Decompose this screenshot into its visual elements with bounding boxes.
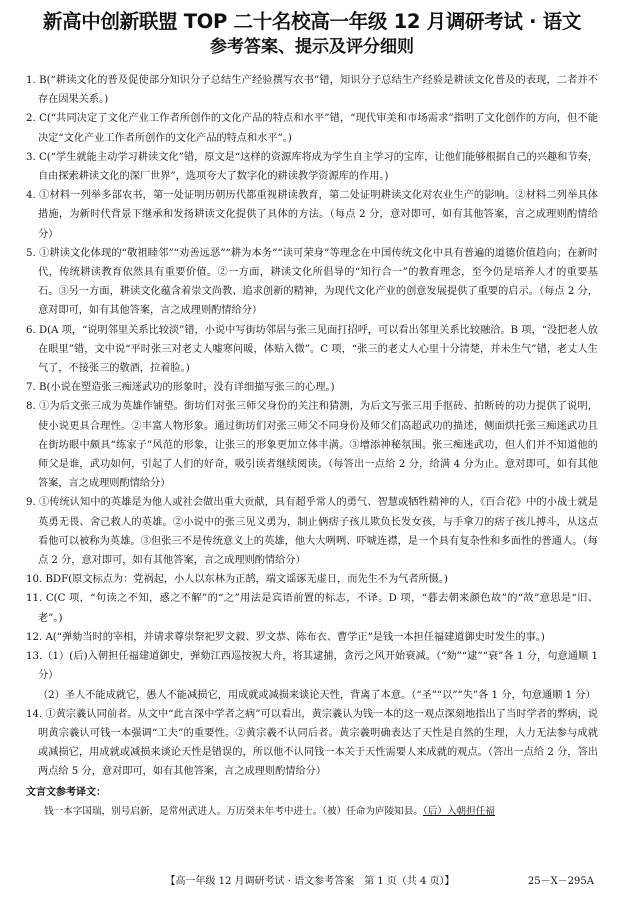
answer-item-5: 5. ①耕读文化体现的“敬祖睦邻”“劝善远恶”“耕为本务”“读可荣身”等理念在中国传统文化中具有普遍的道德价值趋向；在新时代，传统耕读教育依然具有重要价值。②一方面，耕读文化所倡导的“知行合一”的教育理念，至今仍是培养人才的重要基石。③另一方面，耕读文化蕴含着崇文尚教、追求创新的精神，为现代文化产业的创意发展提供了重要的启示。（每点 2 分，意对即可，如有其他答案，言之成理则酌情给分） — [26, 247, 598, 317]
answer-item-2: 2. C(“共同决定了文化产业工作者所创作的文化产品的特点和水平”错，“现代审美和市场需求”指明了文化创作的方向，但不能决定“文化产业工作者所创作的文化产品的特点和水平”。) — [26, 113, 598, 144]
answer-list — [26, 71, 598, 782]
answer-item-6: 6. D(A 项，“说明邻里关系比较淡”错，小说中写街坊邻居与张三见面打招呼，可以看出邻里关系比较融洽。B 项，“没把老人放在眼里”错，文中说“平时张三对老丈人嘘寒问暖，体贴入微”。C 项，“张三的老丈人心里十分清楚，并未生气”错，老丈人生气了，不接张三的敬酒，拉着脸。) — [26, 324, 598, 375]
answer-item-8: 8. ①为后文张三成为英雄作铺垫。街坊们对张三师父身份的关注和猜测，为后文写张三用手抠砖、拍断砖的功力提供了说明，使小说更具合理性。②丰富人物形象。通过街坊们对张三师父不同身份及师父们高超武功的描述，侧面烘托张三痴迷武功且在街坊眼中颇具“练家子”风范的形象，让张三的形象更加立体丰满。③增添神秘氛围。张三痴迷武功，但人们并不知道他的师父是谁，武功如何，引起了人们的好奇，吸引读者继续阅读。（每答出一点给 2 分，给满 4 分为止。意对即可，如有其他答案，言之成理则酌情给分） — [26, 401, 598, 490]
answer-item-10: 10. BDF(原文标点为：党祸起，小人以东林为正鹄，端文谣诼无虚日，而先生不为气者所慑。) — [26, 574, 448, 586]
answer-item-4: 4. ①材料一列举多部农书，第一处证明历朝历代都重视耕读教育，第二处证明耕读文化对农业生产的影响。②材料二列举具体措施，为新时代背景下继承和发扬耕读文化提供了具体的方法。（每点 2 分，意对即可，如有其他答案，言之成理则酌情给分） — [26, 190, 598, 240]
answer-item-1: 1. B(“耕读文化的普及促使部分知识分子总结生产经验撰写农书”错，知识分子总结生产经验是耕读文化普及的表现，二者并不存在因果关系。) — [26, 75, 598, 106]
answer-item-7: 7. B(小说在塑造张三痴迷武功的形象时，没有详细描写张三的心理。) — [26, 382, 335, 394]
answer-item-11: 11. C(C 项，“句读之不知，惑之不解”的“之”用法是宾语前置的标志，不译。D 项，“暮去朝来颜色故”的“故”意思是“旧、老”。) — [26, 593, 598, 624]
answer-item-13-1: 13.（1）(后)入朝担任福建道御史，弹劾江西巡按祝大舟，将其逮捕，贪污之风开始衰减。（“劾”“逮”“衰”各 1 分，句意通顺 1 分） — [26, 651, 598, 682]
page-title: 新高中创新联盟 TOP 二十名校高一年级 12 月调研考试 · 语文 — [42, 10, 582, 33]
translation-underlined: （后）入朝担任福 — [422, 805, 495, 817]
answer-item-13-2: （2）圣人不能成就它，愚人不能减损它，用成就或减损来谈论天性，背离了本意。（“圣”“以”“失”各 1 分，句意通顺 1 分） — [38, 689, 596, 701]
footer-code: 25－X－295A — [527, 876, 594, 887]
page-subtitle: 参考答案、提示及评分细则 — [210, 37, 414, 57]
answer-item-14: 14. ①黄宗羲认同前者。从文中“此言深中学者之病”可以看出，黄宗羲认为钱一本的这一观点深刻地指出了当时学者的弊病，说明黄宗羲认可钱一本强调“工夫”的重要性。②黄宗羲不认同后者。黄宗羲明确表达了天性是自然的生理，人力无法参与成就或减损它，用成就或减损来谈论天性是错误的，所以他不认同钱一本关于天性需要人来成就的观点。（答出一点给 2 分，答出两点给 5 分，意对即可，如有其他答案，言之成理则酌情给分） — [26, 708, 598, 778]
answer-item-3: 3. C(“学生就能主动学习耕读文化”错，原文是“这样的资源库将成为学生自主学习的宝库，让他们能够根据自己的兴趣和节奏，自由探索耕读文化的深厂世界”，选项夸大了数字化的耕读教学资源库的作用。) — [26, 151, 598, 183]
answer-item-9: 9. ①传统认知中的英雄是为他人或社会做出重大贡献，具有超乎常人的勇气、智慧或牺牲精神的人，《百合花》中的小战士就是英勇无畏、舍己救人的英雄。②小说中的张三见义勇为，制止俩痞子孩儿欺负长发女孩，与手拿刀的痞子孩儿搏斗，从这点看他可以被称为英雄。③但张三不是传统意义上的英雄，他大大咧咧、吓唬连襟，是一个具有复杂性和多面性的普通人。（每点 2 分，意对即可，如有其他答案，言之成理则酌情给分） — [26, 497, 598, 567]
answer-item-12: 12. A(“弹劾当时的宰相，并请求尊崇祭祀罗文毅、罗文恭、陈布衣、曹学正”是钱一本担任福建道御史时发生的事。) — [26, 631, 545, 643]
translation-plain: 钱一本字国瑞，别号启新，是常州武进人。万历癸未年考中进士。（被）任命为庐陵知县。 — [44, 805, 423, 817]
translation-text — [26, 803, 598, 820]
footer-page-info: 【高一年级 12 月调研考试 · 语文参考答案 第 1 页（共 4 页）】 — [165, 876, 455, 887]
page-footer — [0, 872, 620, 890]
translation-heading: 文言文参考译文： — [26, 786, 106, 798]
